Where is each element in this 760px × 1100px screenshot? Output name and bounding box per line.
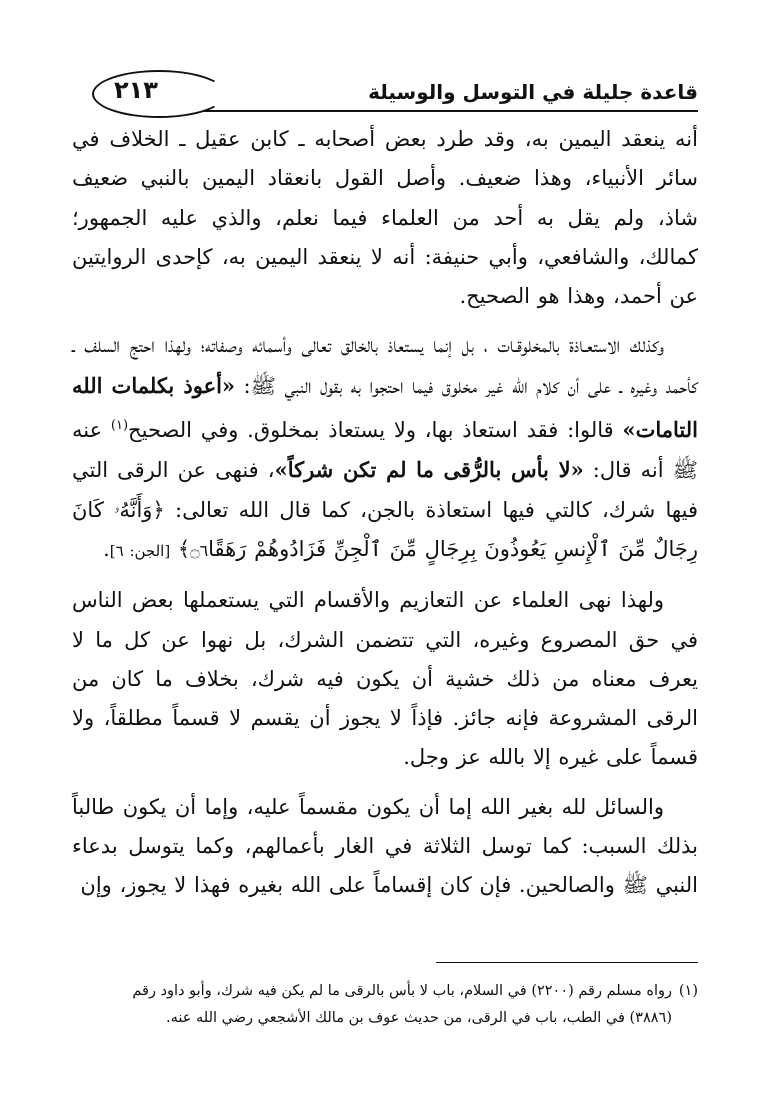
footnote-marker: (١)	[110, 418, 129, 434]
text-run: وكذلك الاستعـاذة بالمخلوقـات ، بل إنما يستعاذ بالخالق تعالى وأسمائه وصفاته؛ ولهذا احتج السلف ـ كأحمد وغيره ـ على أن كلام الله غير مخلوق فيما احتجوا به بقول النبي ﷺ:	[72, 333, 698, 398]
text-run: ، فنهى عن الرقى التي فيها شرك، كالتي فيها استعاذة بالجن، كما قال الله تعالى:	[72, 458, 698, 522]
paragraph-3: ولهذا نهى العلماء عن التعازيم والأقسام التي يستعملها بعض الناس في حق المصروع وغيره، التي تتضمن الشرك، بل نهوا عن كل ما لا يعرف معناه من ذلك خشية أن يكون فيه شرك، بخلاف ما كان من الرقى المشروعة فإنه جائز. فإذاً لا يجوز أن يقسم لا قسماً مطلقاً، ولا قسماً على غيره إلا بالله عز وجل.	[72, 588, 698, 770]
footnote-line: رواه مسلم رقم (٢٢٠٠) في السلام، باب لا بأس بالرقى ما لم يكن فيه شرك، وأبو داود رقم	[132, 983, 672, 999]
paragraph-1: أنه ينعقد اليمين به، وقد طرد بعض أصحابه ـ كابن عقيل ـ الخلاف في سائر الأنبياء، وهذا ضعيف. وأصل القول بانعقاد اليمين بالنبي ضعيف شاذ، ولم يقل به أحد من العلماء فيما نعلم، والذي عليه الجمهور؛ كمالك، والشافعي، وأبي حنيفة: أنه لا ينعقد اليمين به، كإحدى الروايتين عن أحمد، وهذا هو الصحيح.	[72, 127, 698, 309]
hadith-quote: «أعوذ بكلمات الله التامات»	[72, 372, 698, 443]
footnote-1-continued: (٣٨٨٦) في الطب، باب في الرقى، من حديث عوف بن مالك الأشجعي رضي الله عنه.	[166, 1010, 672, 1026]
paragraph-2	[72, 326, 698, 571]
running-title: قاعدة جليلة في التوسل والوسيلة	[368, 80, 698, 104]
page-number: ٢١٣	[114, 76, 158, 104]
quran-verse: ﴿وَأَنَّهُۥ كَانَ رِجَالٌ مِّنَ ٱلْإِنسِ يَعُوذُونَ بِرِجَالٍ مِّنَ ٱلْجِنِّ فَزَادُوهُمْ رَهَقًا	[72, 497, 698, 561]
hadith-quote: «لا بأس بالرُّقى ما لم تكن شركاً»	[274, 457, 584, 483]
footnote-number: (١)	[678, 983, 698, 999]
page-number-oval	[92, 70, 226, 118]
verse-reference: [الجن: ٦]	[109, 541, 171, 560]
footnote-rule	[436, 962, 698, 963]
text-run: عنه ﷺ أنه قال:	[72, 418, 698, 483]
main-text	[72, 120, 698, 906]
page-header	[92, 70, 698, 122]
text-run: قالوا: فقد استعاذ بها، ولا يستعاذ بمخلوق. وفي الصحيح	[128, 418, 623, 443]
ayah-number: ۝٦	[190, 540, 209, 560]
footnotes	[72, 978, 698, 1032]
header-rule	[204, 110, 698, 112]
quran-bracket: ﴾	[177, 536, 191, 561]
text-run: .	[103, 536, 110, 561]
paragraph-4: والسائل لله بغير الله إما أن يكون مقسماً عليه، وإما أن يكون طالباً بذلك السبب: كما توسل الثلاثة في الغار بأعمالهم، وكما يتوسل بدعاء النبي ﷺ والصالحين. فإن كان إقساماً على الله بغيره فهذا لا يجوز، وإن	[72, 794, 698, 898]
footnote-1	[72, 978, 698, 1005]
